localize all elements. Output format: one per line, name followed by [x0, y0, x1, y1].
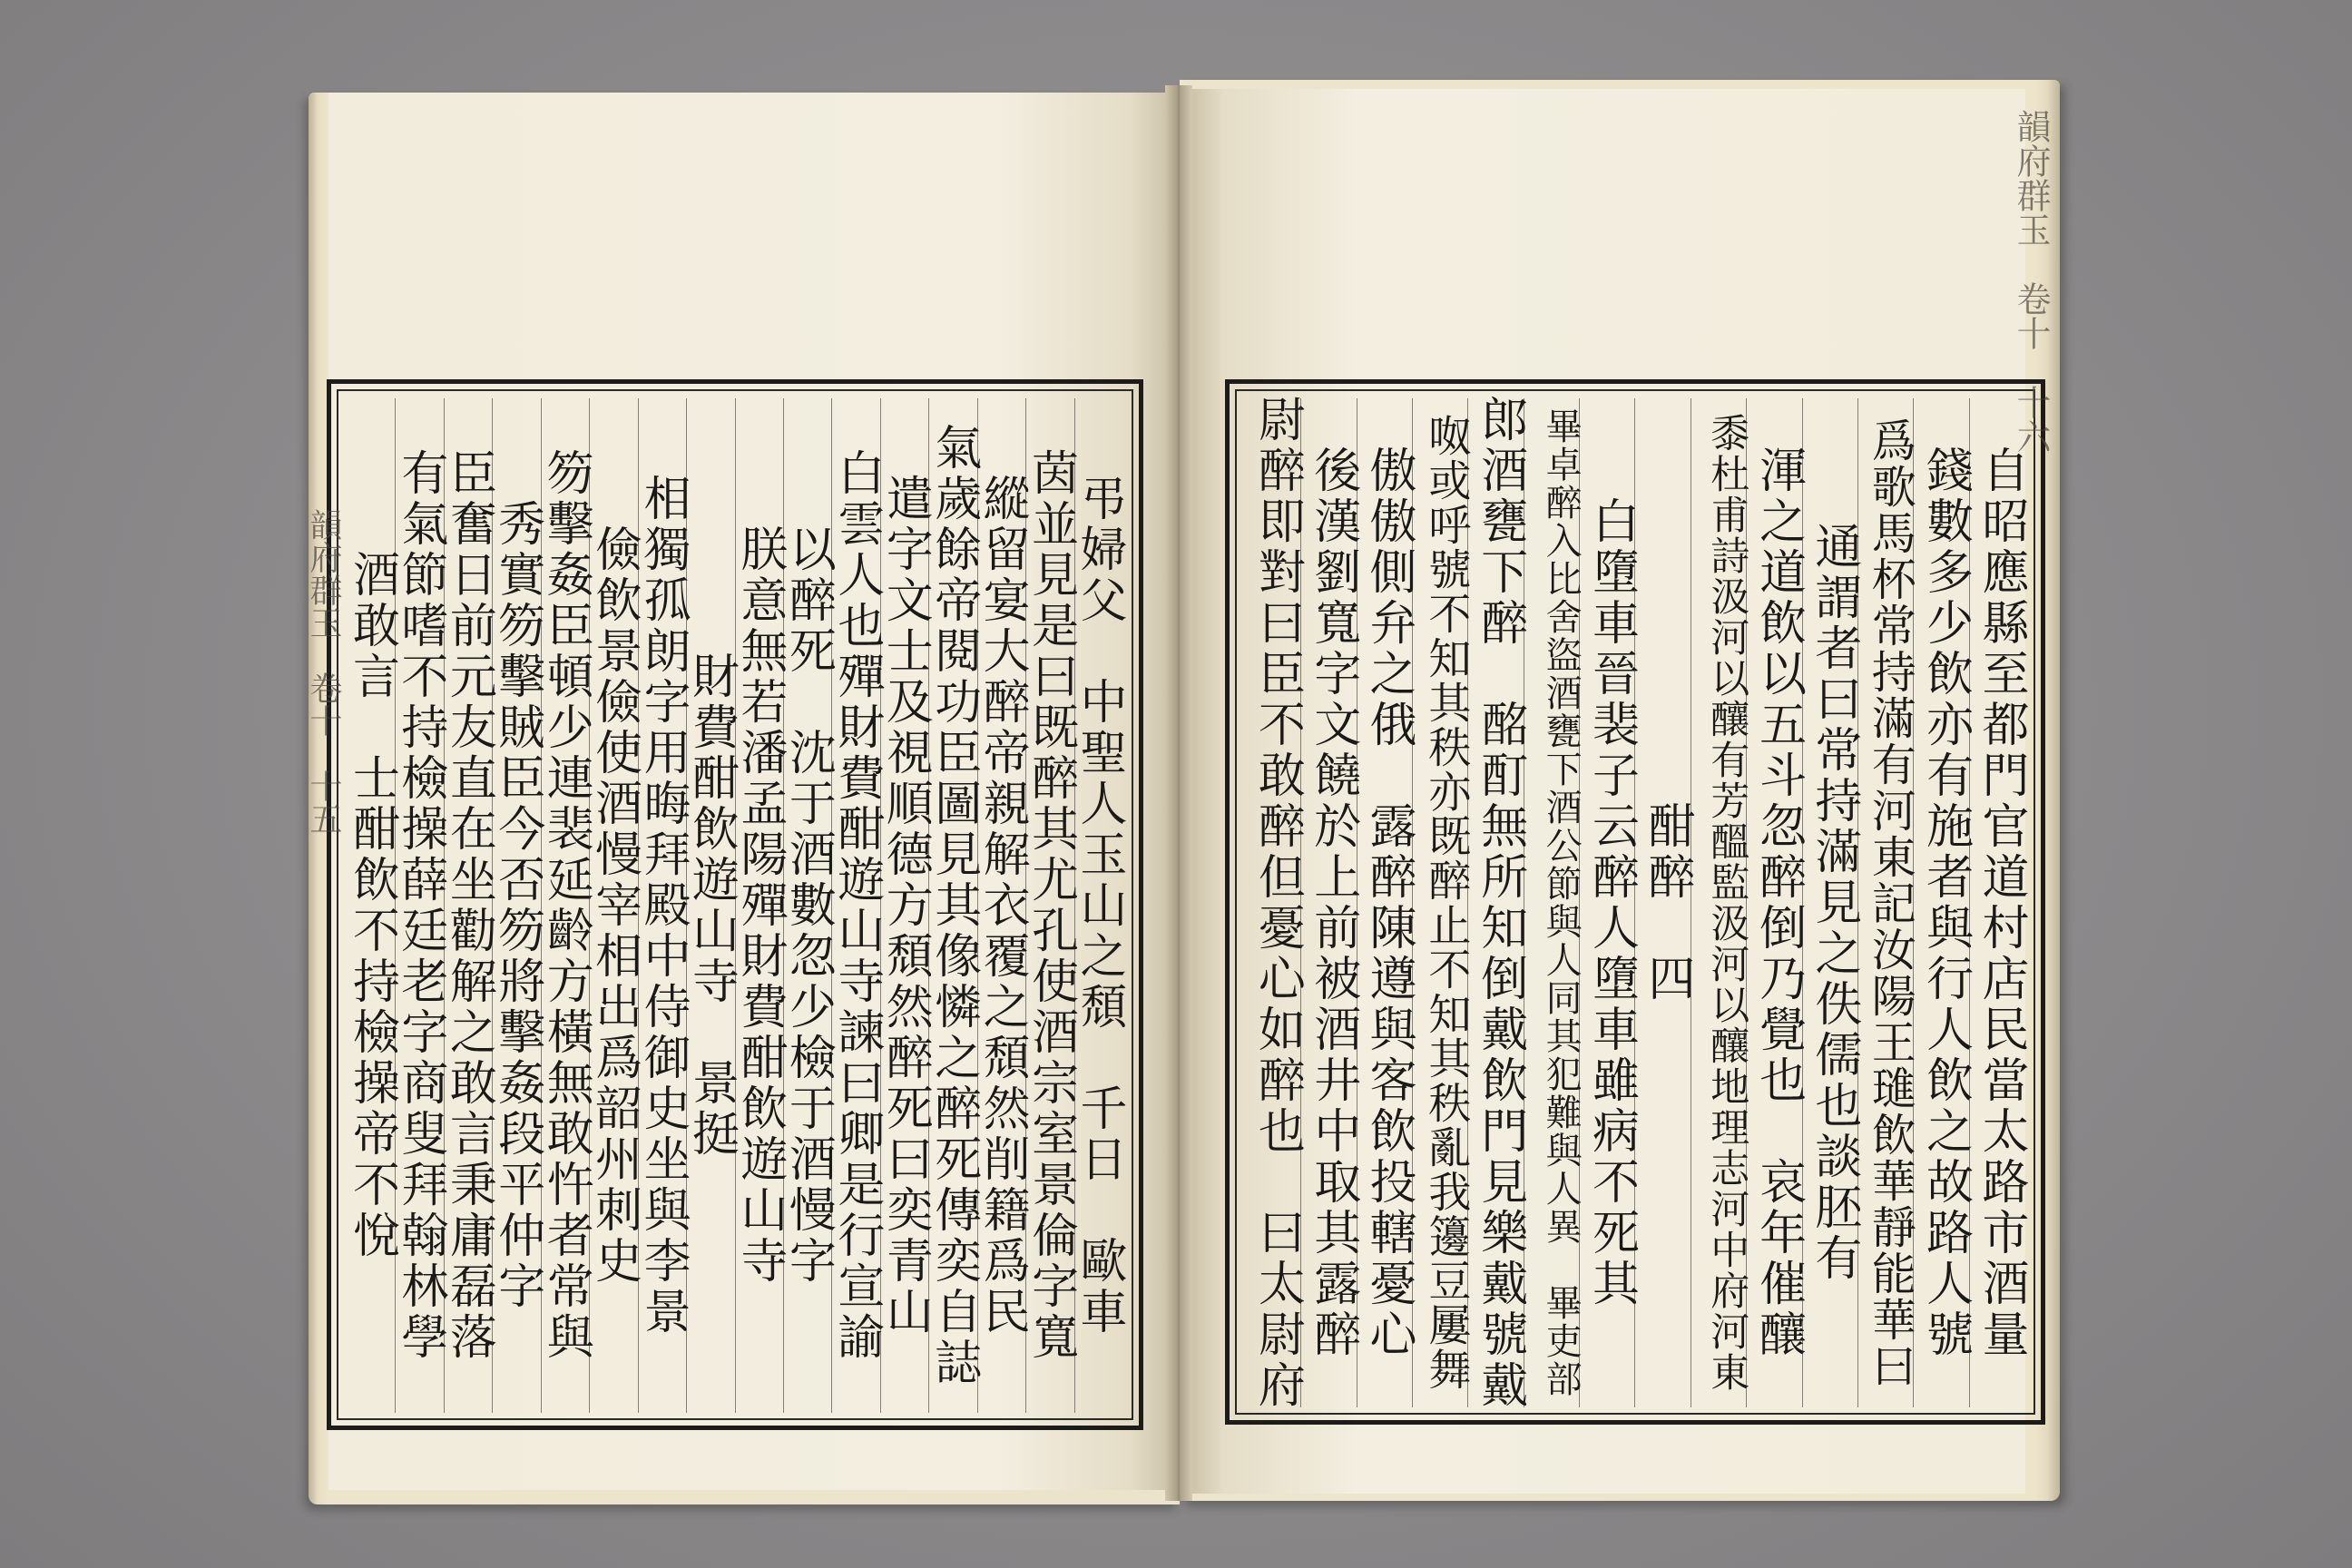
right-column: 通謂者曰常持滿見之佚儒也談胚有: [1802, 398, 1857, 1407]
left-text-frame: [327, 379, 1143, 1430]
right-column: 錢數多少飲亦有施者與行人飲之故路人號: [1913, 398, 1968, 1407]
right-text-frame: [1225, 379, 2045, 1425]
right-column: 傲傲側弁之俄 露醉陳遵與客飲投轄憂心: [1357, 398, 1412, 1407]
left-column: 儉飲景儉使酒慢宰相出爲韶州刺史: [589, 398, 637, 1413]
right-column: 黍杜甫詩汲河以釀有芳醞監汲河以釀地理志河中府河東: [1690, 398, 1746, 1407]
right-column: 後漢劉寬字文饒於上前被酒井中取其露醉: [1300, 398, 1356, 1407]
left-text-columns: [344, 398, 1126, 1413]
left-column: 以醉死 沈于酒數忽少檢于酒慢字: [783, 398, 831, 1413]
left-column: 遣字文士及視順德方頹然醉死曰奕青山: [880, 398, 928, 1413]
right-text-columns: [1246, 395, 2028, 1411]
right-column: 郎酒甕下醉 酩酊無所知倒戴飲門見樂戴號戴: [1467, 398, 1523, 1407]
right-column: 渾之道飲以五斗忽醉倒乃覺也 哀年催釀: [1746, 398, 1801, 1407]
right-spine-label: 韻府群玉 卷十 十六: [2011, 109, 2051, 454]
right-column: 呶或呼號不知其秩亦既醉止不知其秩亂我籩豆屢舞: [1412, 398, 1467, 1407]
left-column: 酒敢言 士酣飲不持檢操帝不悅: [344, 550, 399, 1261]
left-column: 財費酣飲遊山寺 景挺: [686, 398, 734, 1413]
left-column: 相獨孤朗字用晦拜殿中侍御史坐與李景: [638, 398, 686, 1413]
left-column: 氣歲餘帝閱功臣圖見其像憐之醉死傳奕自誌: [928, 398, 976, 1413]
left-column: 臣奮日前元友直在坐勸解之敢言秉庸磊落: [444, 398, 492, 1413]
left-column: 白雲人也殫財費酣遊山寺諫曰卿是行宣諭: [831, 398, 879, 1413]
left-column: 縱留宴大醉帝親解衣覆之頹然削籍爲民: [977, 398, 1025, 1413]
right-column: 酣醉 四: [1634, 398, 1690, 1407]
left-column: 朕意無若潘孟陽殫財費酣飲遊山寺: [735, 398, 783, 1413]
right-column: 尉醉即對曰臣不敢醉但憂心如醉也 曰太尉府: [1250, 395, 1305, 1411]
right-column: 畢卓醉入比舍盜酒甕下酒公節與人同其犯難與人異 畢吏部: [1524, 398, 1579, 1407]
left-spine-label: 韻府群玉 卷十 十五: [305, 508, 342, 835]
left-column: 笏擊姦臣頓少連裴延齡方橫無敢忤者常與: [541, 398, 589, 1413]
book-gutter: [1165, 85, 1192, 1501]
right-column: 白墮車晉裴子云醉人墮車雖病不死其: [1579, 398, 1634, 1407]
left-column: 弔婦父 中聖人玉山之頹 千日 歐車: [1074, 398, 1122, 1413]
left-column: 茵並見是曰既醉其尤孔使酒宗室景倫字寬: [1025, 398, 1073, 1413]
right-column: 爲歌馬杯常持滿有河東記汝陽王璡飲華靜能華曰: [1857, 398, 1913, 1407]
left-column: 秀實笏擊賊臣今否笏將擊姦段平仲字: [492, 398, 540, 1413]
left-column: 有氣節嗜不持檢操薛廷老字商叟拜翰林學: [395, 398, 443, 1413]
right-column: 自昭應縣至都門官道村店民當太路市酒量: [1969, 398, 2024, 1407]
